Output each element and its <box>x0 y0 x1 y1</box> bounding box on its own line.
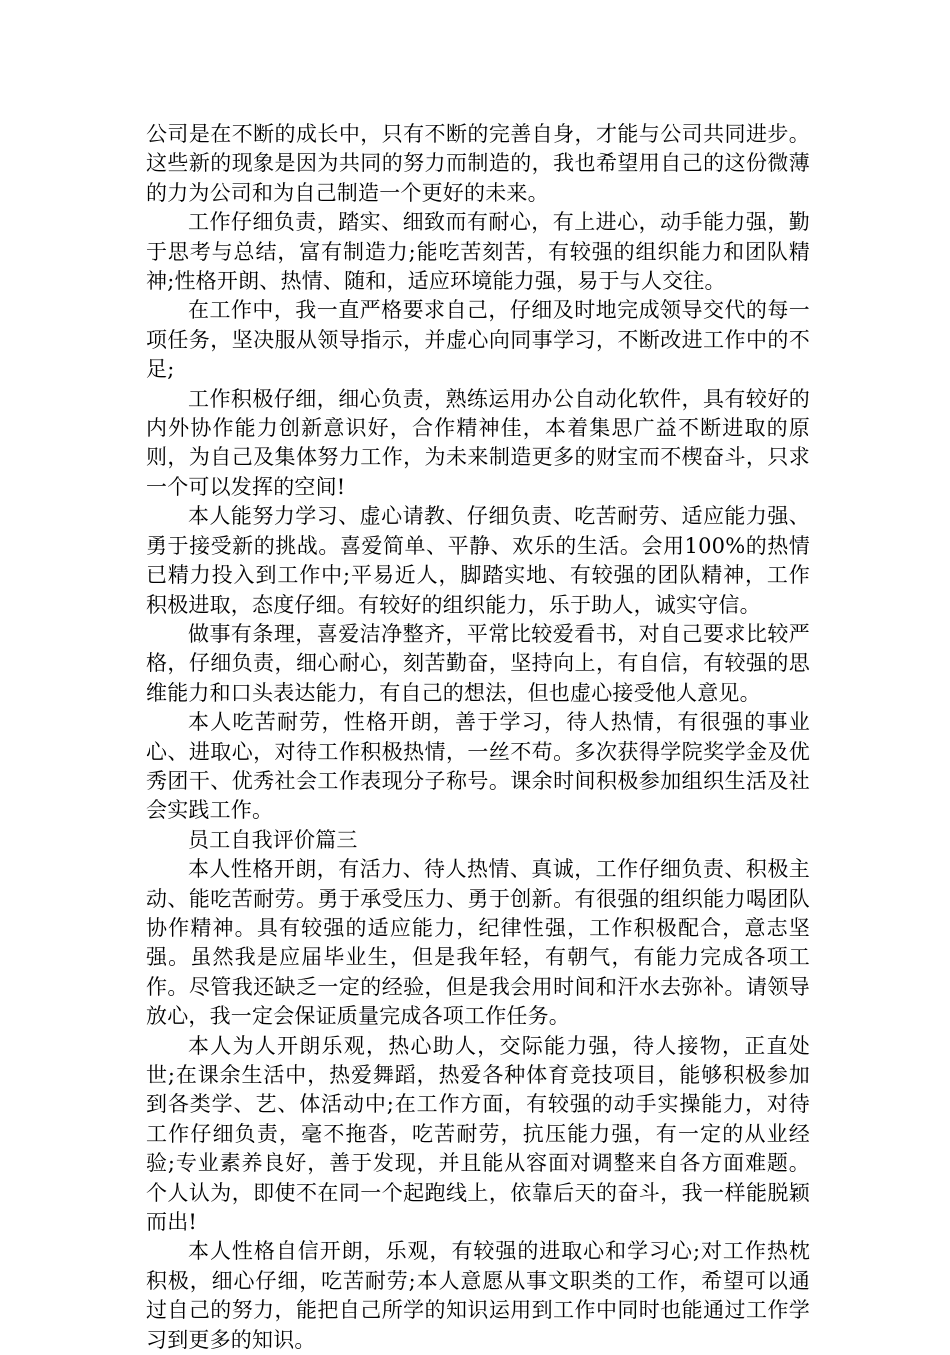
paragraph-4: 工作积极仔细，细心负责，熟练运用办公自动化软件，具有较好的内外协作能力创新意识好，合作精神佳，本着集思广益不断进取的原则，为自己及集体努力工作，为未来制造更多的财宝而不楔奋斗，只求一个可以发挥的空间! <box>146 386 810 499</box>
paragraph-7: 本人吃苦耐劳，性格开朗，善于学习，待人热情，有很强的事业心、进取心，对待工作积极热情，一丝不苟。多次获得学院奖学金及优秀团干、优秀社会工作表现分子称号。课余时间积极参加组织生活及社会实践工作。 <box>146 710 810 823</box>
paragraph-5: 本人能努力学习、虚心请教、仔细负责、吃苦耐劳、适应能力强、勇于接受新的挑战。喜爱简单、平静、欢乐的生活。会用100%的热情已精力投入到工作中;平易近人，脚踏实地、有较强的团队精神，工作积极进取，态度仔细。有较好的组织能力，乐于助人，诚实守信。 <box>146 504 810 617</box>
paragraph-6: 做事有条理，喜爱洁净整齐，平常比较爱看书，对自己要求比较严格，仔细负责，细心耐心，刻苦勤奋，坚持向上，有自信，有较强的思维能力和口头表达能力，有自己的想法，但也虚心接受他人意见。 <box>146 621 810 705</box>
paragraph-9: 本人为人开朗乐观，热心助人，交际能力强，待人接物，正直处世;在课余生活中，热爱舞蹈，热爱各种体育竞技项目，能够积极参加到各类学、艺、体活动中;在工作方面，有较强的动手实操能力，对待工作仔细负责，毫不拖沓，吃苦耐劳，抗压能力强，有一定的从业经验;专业素养良好，善于发现，并且能从容面对调整来自各方面难题。个人认为，即使不在同一个起跑线上，依靠后天的奋斗，我一样能脱颖而出! <box>146 1033 810 1235</box>
paragraph-3: 在工作中，我一直严格要求自己，仔细及时地完成领导交代的每一项任务，坚决服从领导指示，并虚心向同事学习，不断改进工作中的不足; <box>146 298 810 382</box>
section-heading: 员工自我评价篇三 <box>188 827 358 852</box>
paragraph-8: 本人性格开朗，有活力、待人热情、真诚，工作仔细负责、积极主动、能吃苦耐劳。勇于承受压力、勇于创新。有很强的组织能力喝团队协作精神。具有较强的适应能力，纪律性强，工作积极配合，意志坚强。虽然我是应届毕业生，但是我年轻，有朝气，有能力完成各项工作。尽管我还缺乏一定的经验，但是我会用时间和汗水去弥补。请领导放心，我一定会保证质量完成各项工作任务。 <box>146 857 810 1029</box>
paragraph-1: 公司是在不断的成长中，只有不断的完善自身，才能与公司共同进步。这些新的现象是因为共同的努力而制造的，我也希望用自己的这份微薄的力为公司和为自己制造一个更好的未来。 <box>146 122 810 205</box>
paragraph-2: 工作仔细负责，踏实、细致而有耐心，有上进心，动手能力强，勤于思考与总结，富有制造力;能吃苦刻苦，有较强的组织能力和团队精神;性格开朗、热情、随和，适应环境能力强，易于与人交往。 <box>146 210 810 294</box>
document-body <box>146 120 810 1355</box>
paragraph-10: 本人性格自信开朗，乐观，有较强的进取心和学习心;对工作热枕积极，细心仔细，吃苦耐劳;本人意愿从事文职类的工作，希望可以通过自己的努力，能把自己所学的知识运用到工作中同时也能通过工作学习到更多的知识。 <box>146 1239 810 1352</box>
